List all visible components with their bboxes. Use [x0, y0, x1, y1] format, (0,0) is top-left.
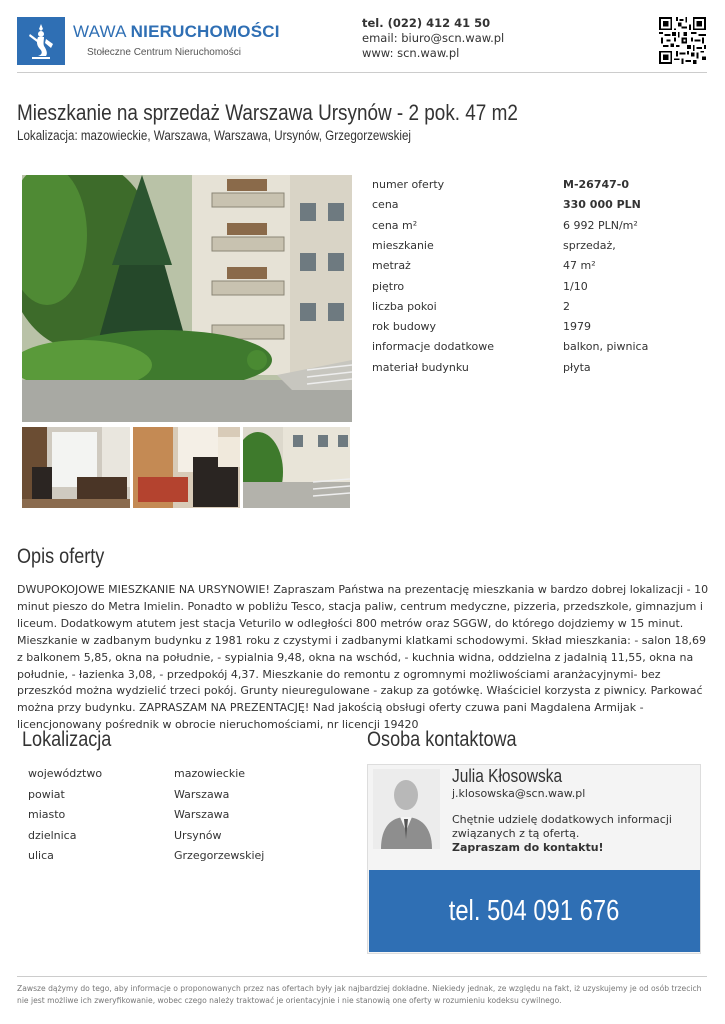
- agent-phone-button[interactable]: [369, 870, 700, 952]
- details-label: mieszkanie: [372, 238, 434, 252]
- details-label: piętro: [372, 279, 405, 293]
- location-row: [28, 767, 328, 787]
- location-value: Warszawa: [174, 787, 230, 801]
- location-row: [28, 829, 328, 849]
- agent-note-cta: Zapraszam do kontaktu!: [452, 841, 604, 854]
- thumbnail-photo[interactable]: [133, 427, 240, 508]
- thumbnail-photo[interactable]: [22, 427, 130, 508]
- location-row: [28, 788, 328, 808]
- details-row: [372, 320, 702, 340]
- details-label: rok budowy: [372, 320, 437, 334]
- location-value: Grzegorzewskiej: [174, 849, 265, 862]
- details-label: informacje dodatkowe: [372, 340, 495, 354]
- header-divider: [17, 72, 707, 73]
- agent-name: Julia Kłosowska: [452, 766, 563, 786]
- person-avatar-icon: [373, 769, 440, 849]
- listing-title: Mieszkanie na sprzedaż Warszawa Ursynów - 2 pok. 47 m2: [17, 100, 518, 125]
- listing-location-line: Lokalizacja: mazowieckie, Warszawa, Warszawa, Ursynów, Grzegorzewskiej: [17, 128, 412, 143]
- location-label: powiat: [28, 787, 65, 801]
- location-label: miasto: [28, 808, 66, 821]
- agent-note: [452, 813, 692, 855]
- details-row: [372, 280, 702, 300]
- main-photo[interactable]: [22, 175, 352, 422]
- details-label: materiał budynku: [372, 360, 469, 374]
- agent-phone: tel. 504 091 676: [449, 894, 620, 927]
- location-label: województwo: [28, 767, 103, 780]
- details-row: [372, 361, 702, 381]
- thumbnail-photo[interactable]: [243, 427, 350, 508]
- details-value: 47 m²: [563, 259, 596, 273]
- details-row: [372, 300, 702, 320]
- brand-subtitle: Stołeczne Centrum Nieruchomości: [87, 47, 241, 58]
- qr-code-icon: [659, 17, 706, 64]
- details-value: 2: [563, 299, 570, 313]
- details-value: 6 992 PLN/m²: [563, 218, 638, 232]
- details-row: [372, 178, 702, 198]
- details-value: 1/10: [563, 279, 588, 293]
- details-value: balkon, piwnica: [563, 340, 649, 354]
- details-value: sprzedaż,: [563, 238, 616, 252]
- details-label: liczba pokoi: [372, 299, 437, 313]
- mermaid-logo-icon: [24, 22, 58, 60]
- details-value: 330 000 PLN: [563, 198, 641, 212]
- description-text: DWUPOKOJOWE MIESZKANIE NA URSYNOWIE! Zapraszam Państwa na prezentację mieszkania w bardzo dobrej lokalizacji - 10 minut pieszo do Metra Imielin. Ponadto w pobliżu Tesco, stacja paliw, centrum medyczne, pizzeria, przedszkole, gimnazjum i liceum. Dodatkowym atutem jest stacja Veturilo w odległości 800 metrów oraz SGGW, do którego dojdziemy w 15 minut. Mieszkanie w zadbanym budynku z 1981 roku z czystymi i zadbanymi klatkami schodowymi. Skład mieszkania: - salon 18,69 z balkonem 5,85, okna na południe, - sypialnia 9,48, okna na wschód, - kuchnia widna, oddzielna z jadalnią 11,55, okna na południe, - łazienka 3,08, - przedpokój 4,37. Mieszkanie do remontu z ogromnymi możliwościami aranżacyjnymi- bez przeszkód można wydzielić trzeci pokój. Grunty nieuregulowane - zakup za gotówkę. Właściciel korzysta z piwnicy. Parkować można przy budynku. ZAPRASZAM NA PREZENTACJĘ! Nad jakością obsługi oferty czuwa pani Magdalena Armijak - licencjonowany pośrednik w obrocie nieruchomościami, nr licencji 19420: [17, 583, 709, 732]
- details-row: [372, 259, 702, 279]
- details-value: płyta: [563, 360, 591, 374]
- agency-contact: [362, 16, 504, 61]
- details-row: [372, 340, 702, 360]
- location-row: [28, 849, 328, 869]
- details-label: numer oferty: [372, 178, 445, 191]
- location-heading: Lokalizacja: [22, 728, 112, 751]
- details-label: metraż: [372, 259, 411, 273]
- details-label: cena m²: [372, 218, 418, 232]
- location-label: ulica: [28, 849, 54, 862]
- agent-note-text: Chętnie udzielę dodatkowych informacji związanych z tą ofertą.: [452, 813, 672, 840]
- details-row: [372, 239, 702, 259]
- details-row: [372, 219, 702, 239]
- agency-www[interactable]: www: scn.waw.pl: [362, 46, 460, 60]
- details-value: 1979: [563, 320, 591, 334]
- location-label: dzielnica: [28, 828, 77, 842]
- location-value: Ursynów: [174, 828, 222, 842]
- disclaimer-text: Zawsze dążymy do tego, aby informacje o proponowanych przez nas ofertach były jak najbardziej dokładne. Niekiedy jednak, ze względu na fakt, iż uzyskujemy je od osób trzecich nie jest możliwe ich zweryfikowanie, wobec czego należy traktować je orientacyjnie i nie stanowią one oferty w rozumieniu kodeksu cywilnego.: [17, 984, 702, 1005]
- details-value: M-26747-0: [563, 178, 629, 191]
- agent-email[interactable]: j.klosowska@scn.waw.pl: [452, 787, 586, 800]
- footer-divider: [17, 976, 707, 977]
- brand-logo[interactable]: [17, 17, 65, 65]
- contact-heading: Osoba kontaktowa: [367, 728, 517, 751]
- details-row: [372, 198, 702, 218]
- location-row: [28, 808, 328, 828]
- agency-email[interactable]: email: biuro@scn.waw.pl: [362, 31, 505, 45]
- location-value: Warszawa: [174, 808, 230, 821]
- brand-name: WAWA NIERUCHOMOŚCI: [73, 22, 280, 41]
- location-value: mazowieckie: [174, 767, 246, 780]
- description-heading: Opis oferty: [17, 545, 105, 568]
- agency-phone[interactable]: tel. (022) 412 41 50: [362, 16, 491, 30]
- details-label: cena: [372, 198, 399, 212]
